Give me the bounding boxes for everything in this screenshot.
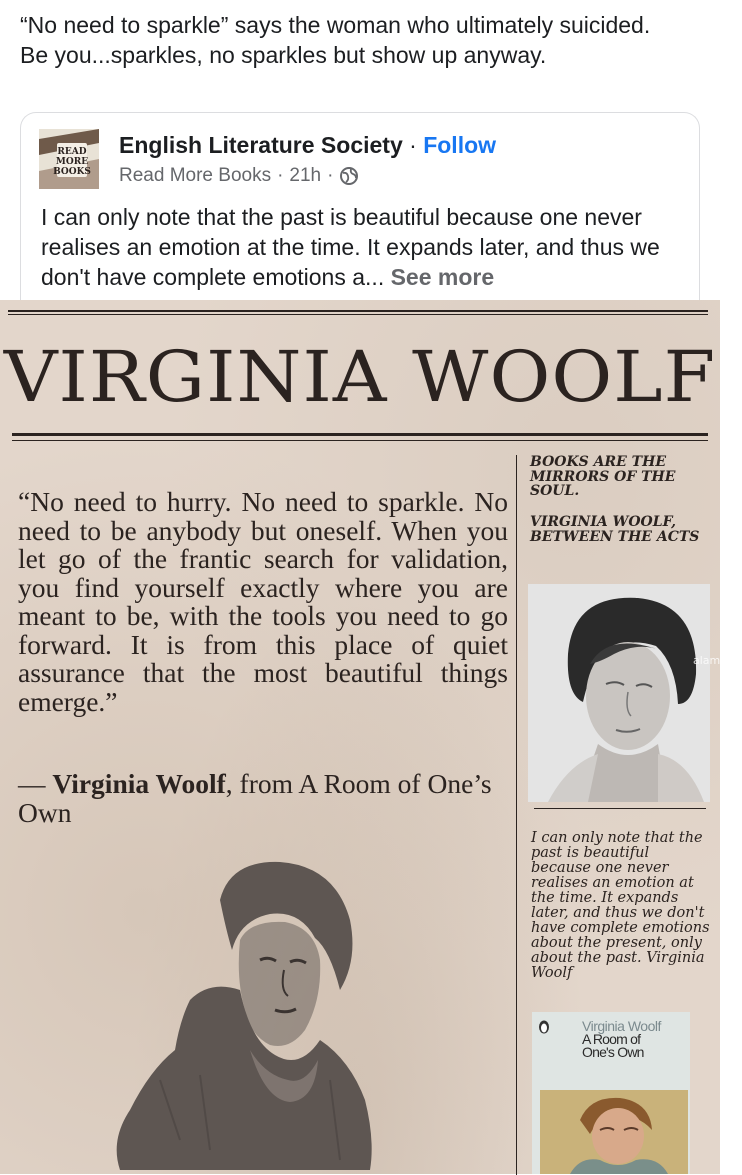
book-title-line2: One's Own bbox=[582, 1044, 644, 1060]
book-title bbox=[582, 1033, 644, 1059]
attrib-name: Virginia Woolf bbox=[52, 768, 226, 799]
portrait-illustration bbox=[528, 584, 727, 802]
top-rule-thin bbox=[8, 314, 708, 315]
read-more-books-logo bbox=[39, 129, 99, 189]
attrib-dash: — bbox=[18, 768, 53, 799]
post-meta bbox=[119, 165, 359, 187]
watermark-text: alamy bbox=[693, 654, 727, 667]
meta-dot: · bbox=[277, 165, 284, 186]
headline-rule-thin bbox=[12, 440, 708, 441]
svg-text:READ: READ bbox=[57, 147, 87, 157]
penguin-logo-icon bbox=[538, 1020, 550, 1034]
book-title-line1: A Room of bbox=[582, 1031, 641, 1047]
author-link[interactable]: Read More Books bbox=[119, 165, 272, 186]
meta-dot-2: · bbox=[327, 165, 334, 186]
side-subheading: VIRGINIA WOOLF, BETWEEN THE ACTS bbox=[530, 514, 700, 545]
top-rule bbox=[8, 310, 708, 312]
photo-rule bbox=[534, 808, 706, 809]
side-heading: BOOKS ARE THE MIRRORS OF THE SOUL. bbox=[530, 454, 676, 499]
page-name-row bbox=[119, 132, 496, 159]
page-name-link[interactable]: English Literature Society bbox=[119, 132, 403, 158]
poster-image[interactable] bbox=[0, 300, 727, 1174]
page-avatar[interactable] bbox=[39, 129, 99, 189]
book-cover bbox=[532, 1012, 690, 1174]
see-more-link[interactable]: See more bbox=[390, 264, 495, 290]
timestamp[interactable]: 21h bbox=[289, 165, 322, 186]
column-divider bbox=[516, 455, 517, 1175]
name-separator: · bbox=[402, 132, 424, 158]
follow-button[interactable]: Follow bbox=[423, 132, 497, 158]
book-cover-painting bbox=[540, 1090, 688, 1174]
attrib-source: , from A Room of One’s Own bbox=[18, 768, 492, 828]
side-quote: I can only note that the past is beautiful because one never realises an emotion at the time. It expands later, and thus we don't have complete emotions about the present, only about the past. Virginia Woolf bbox=[531, 830, 710, 981]
headline-rule bbox=[12, 433, 708, 436]
poster-headline: VIRGINIA WOOLF bbox=[3, 336, 717, 418]
svg-text:MORE: MORE bbox=[55, 157, 89, 167]
shared-post-body bbox=[41, 202, 691, 292]
main-quote: “No need to hurry. No need to sparkle. No need to be anybody but oneself. When you let go of the frantic search for validation, you find yourself exactly where you are meant to be, with the tools you need to go forward. It is from this place of quiet assurance that the most beautiful things emerge.” bbox=[18, 486, 508, 717]
woolf-sketch bbox=[100, 840, 400, 1170]
globe-icon bbox=[339, 166, 359, 186]
svg-text:BOOKS: BOOKS bbox=[53, 167, 91, 177]
sketch-illustration bbox=[100, 840, 400, 1170]
shared-post-card[interactable] bbox=[20, 112, 700, 308]
post-text: “No need to sparkle” says the woman who ultimately suicided. Be you...sparkles, no sparkles but show up anyway. bbox=[20, 12, 651, 68]
book-author: Virginia Woolf bbox=[582, 1018, 661, 1034]
book-publisher-logo bbox=[538, 1020, 550, 1037]
shared-post-text: I can only note that the past is beautiful because one never realises an emotion at the time. It expands later, and thus we don't have complete emotions a... bbox=[41, 204, 660, 290]
quote-attribution bbox=[18, 770, 508, 827]
woolf-portrait-photo bbox=[528, 584, 727, 802]
